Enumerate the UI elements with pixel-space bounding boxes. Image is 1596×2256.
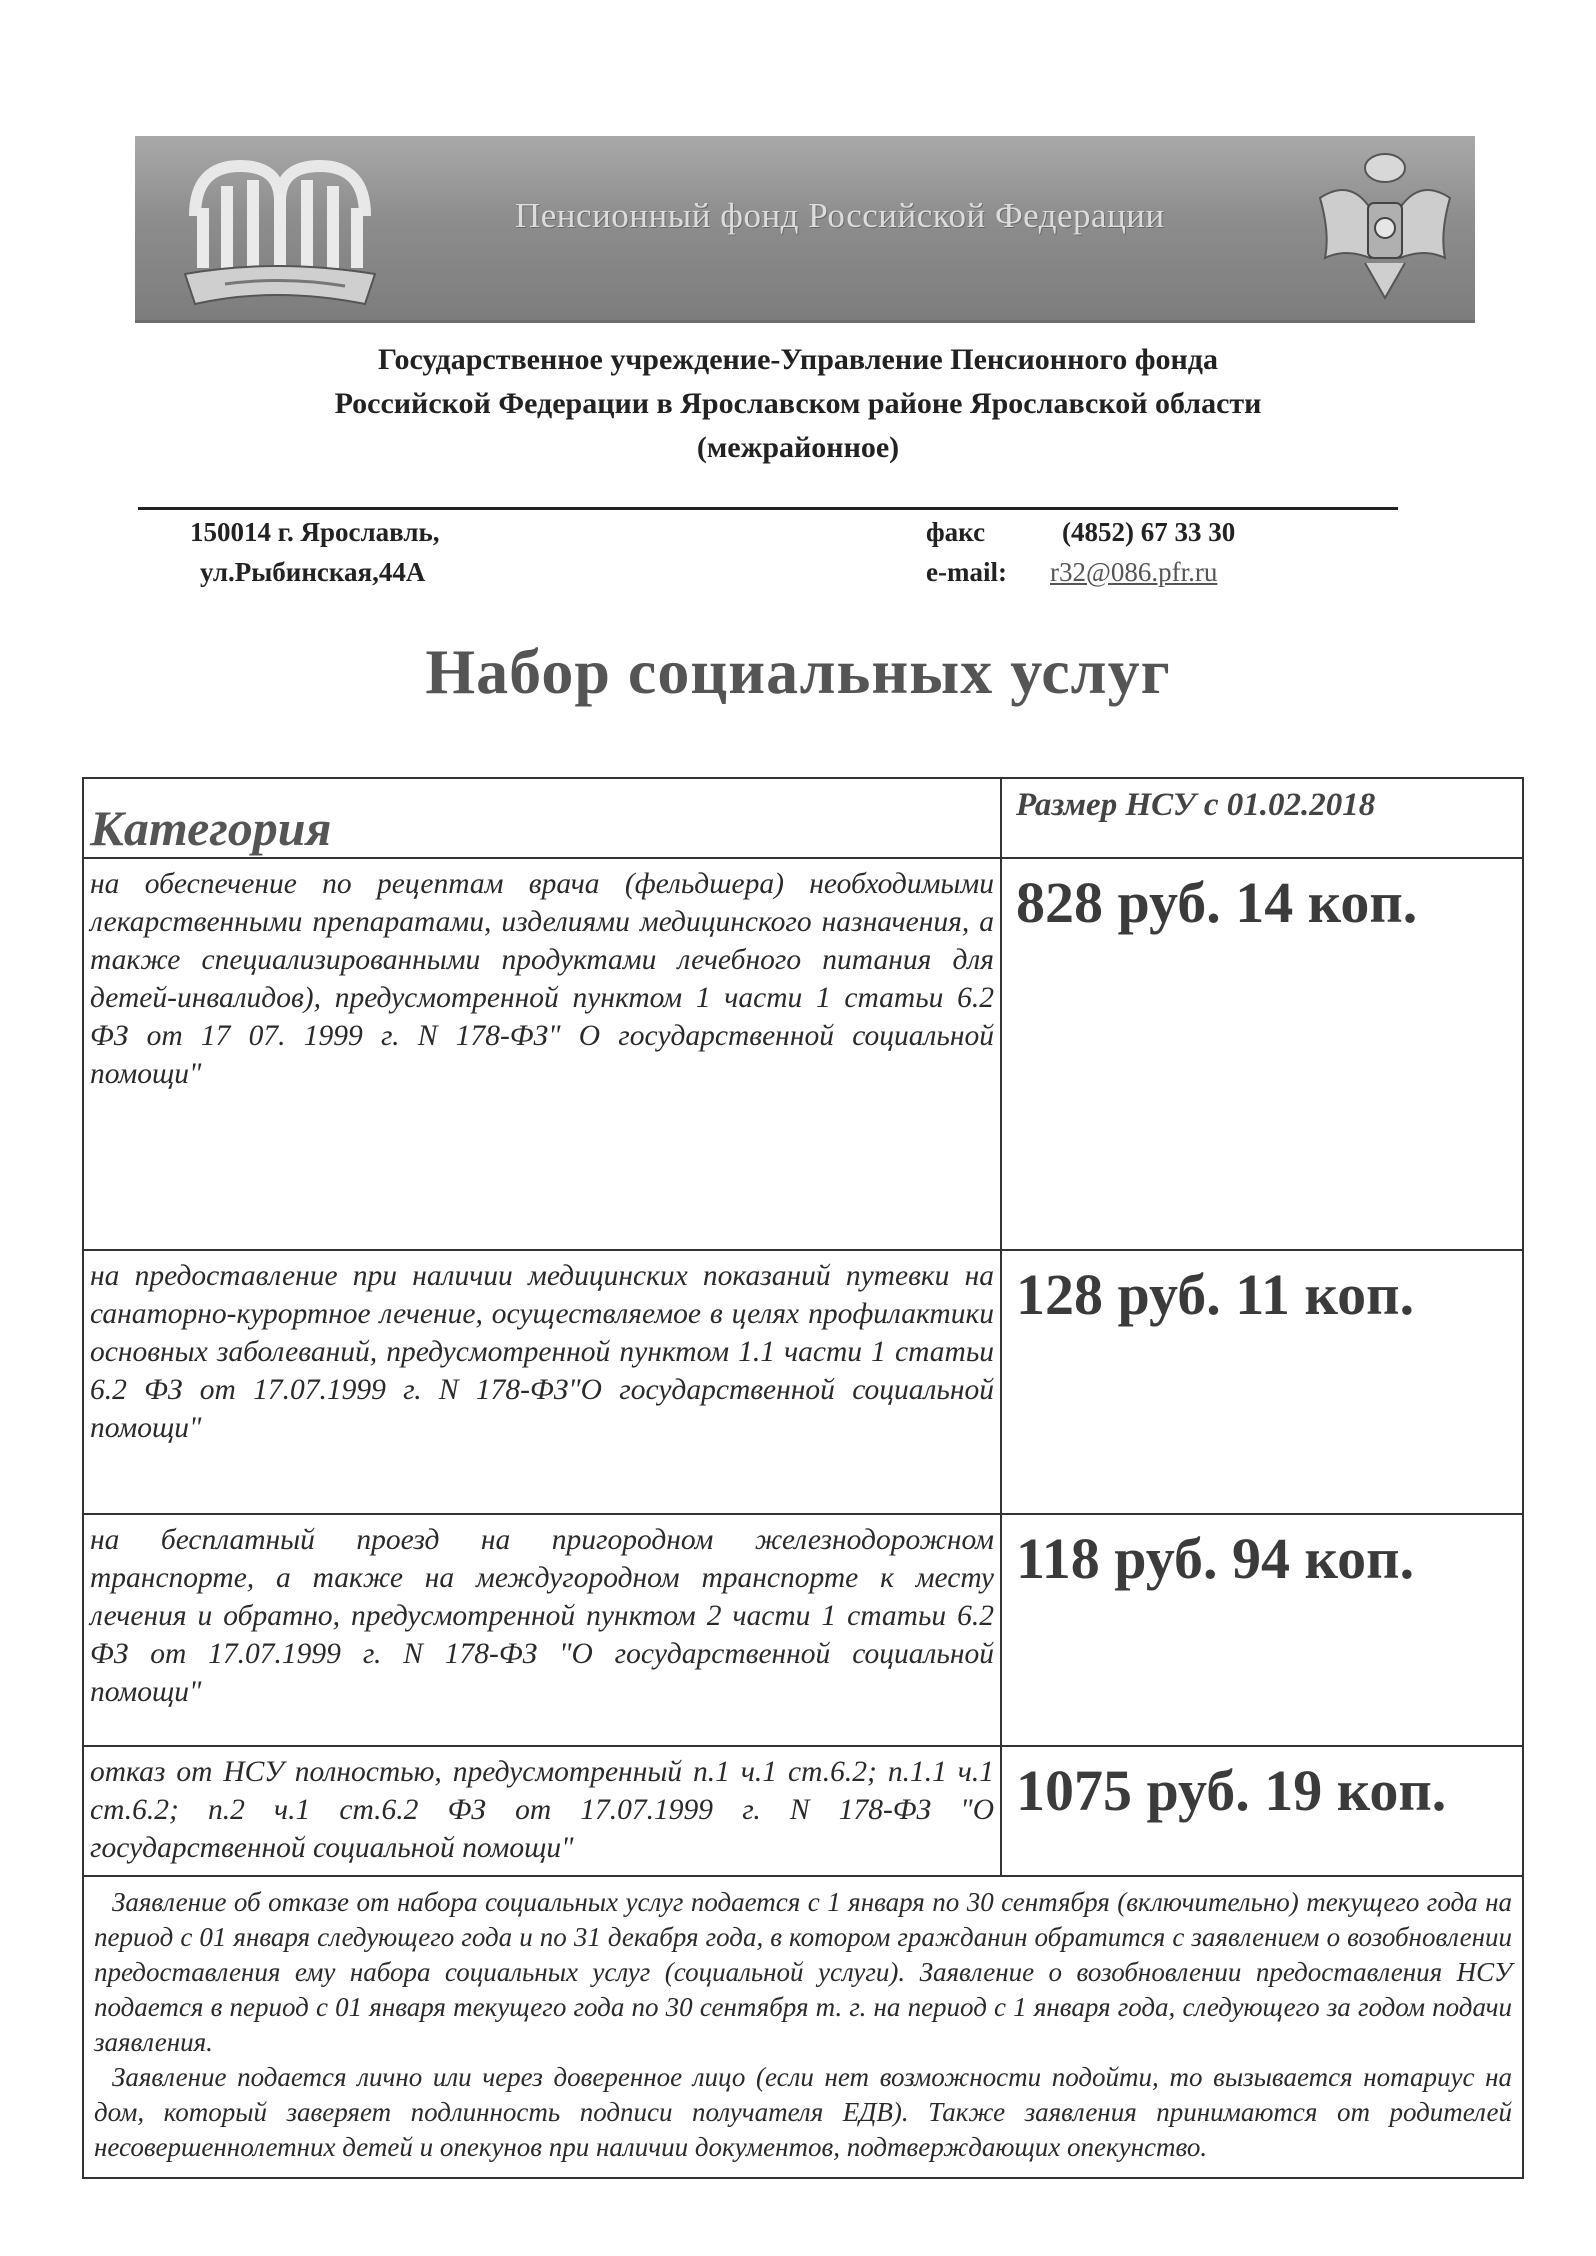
table-note-row [83,1876,1523,2178]
russian-coat-of-arms-icon [1310,148,1460,308]
table-row [83,1250,1523,1514]
note-paragraph-2: Заявление подается лично или через доверенное лицо (если нет возможности подойти, то вызывается нотариус на дом, который заверяет подлинность подписи получателя ЕДВ). Также заявления принимаются от родителей несовершеннолетних детей и опекунов при наличии документов, подтверждающих опекунство. [94,2062,1512,2162]
application-note [83,1876,1523,2178]
row-amount: 128 руб. 11 коп. [1001,1250,1523,1514]
note-paragraph-1: Заявление об отказе от набора социальных услуг подается с 1 января по 30 сентября (включительно) текущего года на период с 01 января следующего года и по 31 декабря года, в котором гражданин обратится с заявлением о возобновлении предоставления ему набора социальных услуг (социальной услуги). Заявление о возобновлении предоставления НСУ подается в период с 01 января текущего года по 30 сентября т. г. на период с 1 января года, следующего за годом подачи заявления. [94,1887,1512,2057]
row-amount: 1075 руб. 19 коп. [1001,1746,1523,1876]
header-category: Категория [83,778,1001,858]
organization-name [0,338,1596,470]
pfr-logo-icon [165,146,395,316]
table-row [83,1514,1523,1746]
table-row [83,1746,1523,1876]
row-description: на предоставление при наличии медицинских показаний путевки на санаторно-курортное лечение, осуществляемое в целях профилактики основных заболеваний, предусмотренной пунктом 1.1 части 1 статьи 6.2 ФЗ от 17.07.1999 г. N 178-ФЗ"О государственной социальной помощи" [83,1250,1001,1514]
social-services-table [82,777,1524,2179]
email-link[interactable]: r32@086.pfr.ru [1050,557,1218,587]
address-line-2: ул.Рыбинская,44А [200,557,426,587]
organization-line-2: Российской Федерации в Ярославском районе Ярославской области [334,387,1262,420]
table-header-row [83,778,1523,858]
email-row [926,552,1235,592]
postal-address [190,512,440,592]
fax-row [926,512,1235,552]
header-banner [135,136,1475,323]
organization-line-1: Государственное учреждение-Управление Пенсионного фонда [378,343,1218,376]
row-description: отказ от НСУ полностью, предусмотренный п.1 ч.1 ст.6.2; п.1.1 ч.1 ст.6.2; п.2 ч.1 ст.6.2 ФЗ от 17.07.1999 г. N 178-ФЗ "О государственной социальной помощи" [83,1746,1001,1876]
row-amount: 118 руб. 94 коп. [1001,1514,1523,1746]
email-label: e-mail: [926,557,1007,587]
organization-line-3: (межрайонное) [696,431,900,464]
address-line-1: 150014 г. Ярославль, [190,517,440,547]
divider [138,507,1398,510]
table-row [83,858,1523,1250]
header-size: Размер НСУ с 01.02.2018 [1001,778,1523,858]
banner-title: Пенсионный фонд Российской Федерации [515,196,1165,235]
row-description: на бесплатный проезд на пригородном железнодорожном транспорте, а также на междугородном транспорте к месту лечения и обратно, предусмотренной пунктом 2 части 1 статьи 6.2 ФЗ от 17.07.1999 г. N 178-ФЗ "О государственной социальной помощи" [83,1514,1001,1746]
fax-label: факс [926,517,986,547]
row-description: на обеспечение по рецептам врача (фельдшера) необходимыми лекарственными препаратами, изделиями медицинского назначения, а также специализированными продуктами лечебного питания для детей-инвалидов), предусмотренной пунктом 1 части 1 статьи 6.2 ФЗ от 17 07. 1999 г. N 178-ФЗ" О государственной социальной помощи" [83,858,1001,1250]
row-amount: 828 руб. 14 коп. [1001,858,1523,1250]
page-title: Набор социальных услуг [425,636,1171,707]
contact-info [926,512,1235,592]
fax-value: (4852) 67 33 30 [1062,517,1236,547]
